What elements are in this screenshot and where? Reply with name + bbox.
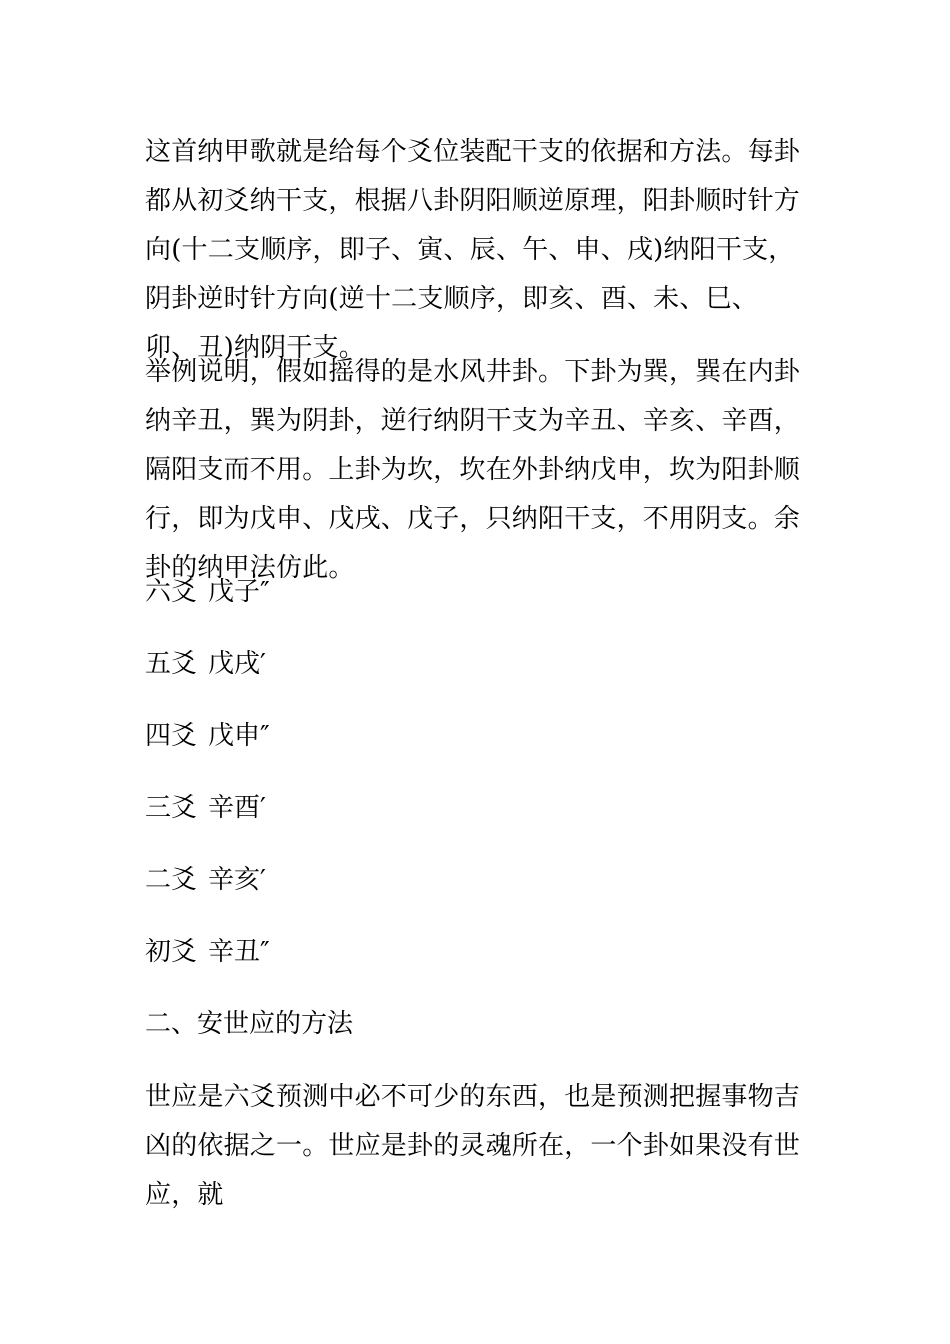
paragraph-example: 举例说明，假如摇得的是水风井卦。下卦为巽，巽在内卦纳辛丑，巽为阴卦，逆行纳阴干支为辛丑、辛亥、辛酉，隔阳支而不用。上卦为坎，坎在外卦纳戊申，坎为阳卦顺行，即为戊申、戊戌、戊子，只纳阳干支，不用阴支。余卦的纳甲法仿此。 [145, 357, 801, 583]
yao-line-six [145, 574, 270, 610]
yao-line-three [145, 790, 266, 826]
yao-line-two [145, 862, 266, 898]
yao-position: 五爻 [145, 649, 198, 679]
section-heading: 二、安世应的方法 [145, 1009, 354, 1039]
yao-position: 六爻 [145, 577, 198, 607]
yao-ganzhi: 辛酉′ [208, 793, 266, 823]
yao-line-four [145, 718, 270, 754]
paragraph-najia-intro: 这首纳甲歌就是给每个爻位装配干支的依据和方法。每卦都从初爻纳干支，根据八卦阴阳顺逆原理，阳卦顺时针方向(十二支顺序，即子、寅、辰、午、申、戌)纳阳干支，阴卦逆时针方向(逆十二支顺序，即亥、酉、未、巳、卯、丑)纳阴干支。 [145, 137, 801, 363]
yao-ganzhi: 戊申″ [208, 721, 270, 751]
yao-position: 二爻 [145, 865, 198, 895]
yao-ganzhi: 戊子″ [208, 577, 270, 607]
yao-ganzhi: 辛丑″ [208, 937, 270, 967]
yao-position: 三爻 [145, 793, 198, 823]
yao-line-five [145, 646, 266, 682]
yao-position: 初爻 [145, 937, 198, 967]
paragraph-shiying: 世应是六爻预测中必不可少的东西，也是预测把握事物吉凶的依据之一。世应是卦的灵魂所在，一个卦如果没有世应，就 [145, 1082, 801, 1210]
yao-position: 四爻 [145, 721, 198, 751]
yao-ganzhi: 戊戌′ [208, 649, 266, 679]
yao-ganzhi: 辛亥′ [208, 865, 266, 895]
yao-line-first [145, 934, 270, 970]
